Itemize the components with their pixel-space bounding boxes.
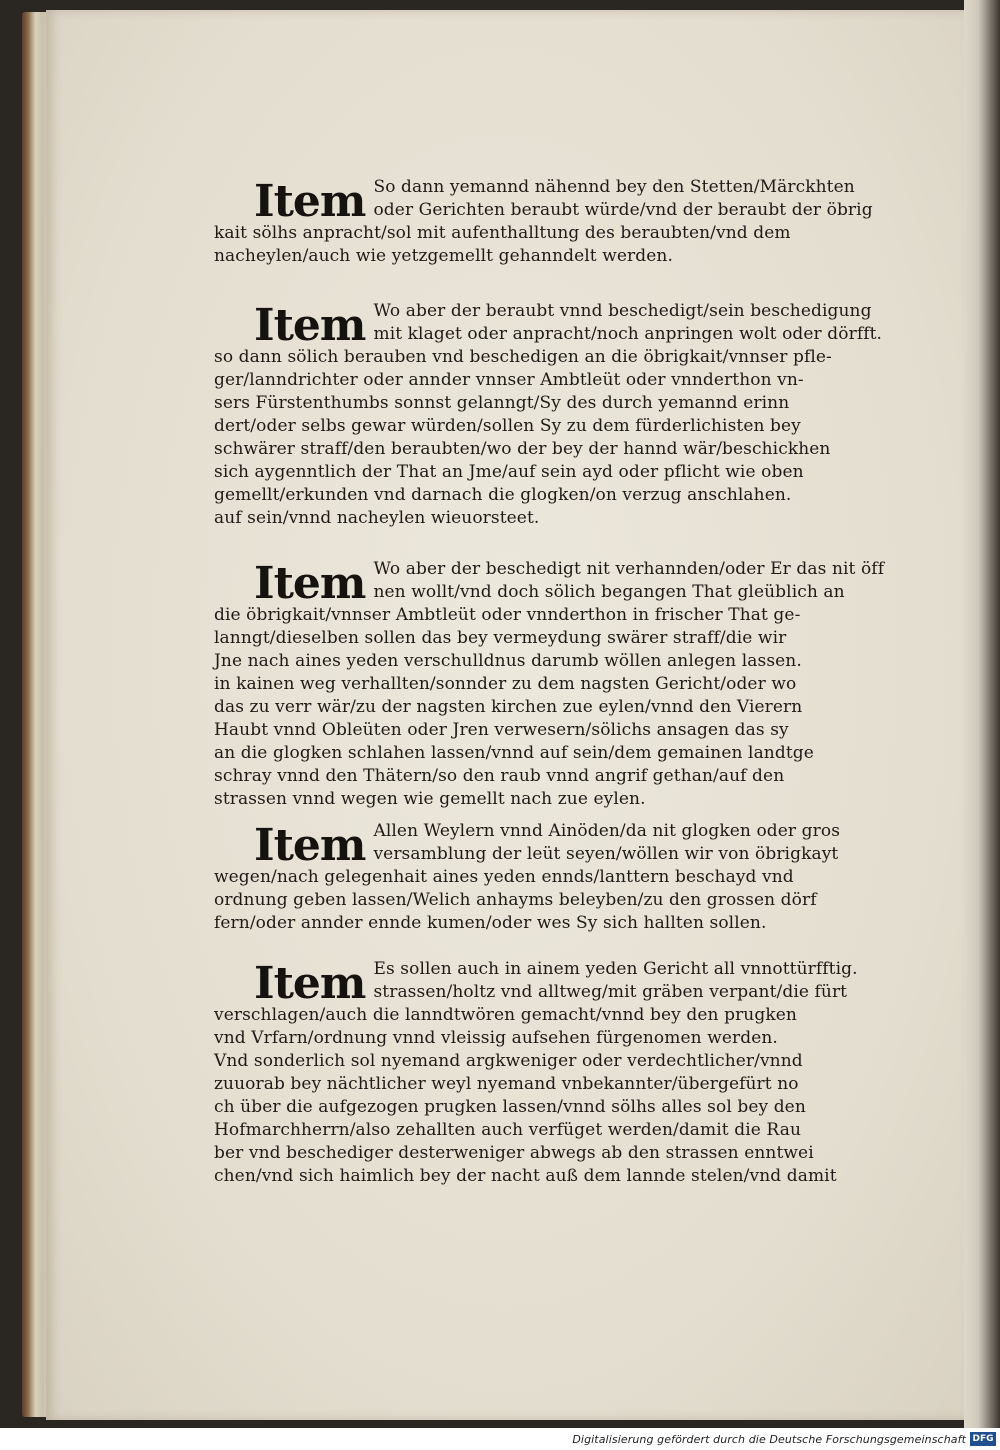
text-line: Es sollen auch in ainem yeden Gericht all vnnottürfftig. bbox=[373, 959, 858, 979]
text-line: ger/lanndrichter oder annder vnnser Ambtleüt oder vnnderthon vn- bbox=[214, 370, 804, 390]
item-initial: Item bbox=[254, 958, 366, 1009]
text-line: verschlagen/auch die lanndtwören gemacht/vnnd bey den prugken bbox=[214, 1005, 797, 1025]
text-line: so dann sölich berauben vnd beschedigen an die öbrigkait/vnnser pfle- bbox=[214, 347, 832, 367]
text-line: nen wollt/vnd doch sölich begangen That gleüblich an bbox=[373, 582, 845, 602]
text-line: Vnd sonderlich sol nyemand argkweniger oder verdechtlicher/vnnd bbox=[214, 1051, 803, 1071]
paragraph bbox=[214, 820, 864, 932]
text-line: nacheylen/auch wie yetzgemellt gehanndelt werden. bbox=[214, 246, 673, 266]
text-line: gemellt/erkunden vnd darnach die glogken/on verzug anschlahen. bbox=[214, 485, 792, 505]
text-line: kait sölhs anpracht/sol mit aufenthalltung des beraubten/vnd dem bbox=[214, 223, 791, 243]
item-initial: Item bbox=[254, 176, 366, 227]
text-line: schray vnnd den Thätern/so den raub vnnd angrif gethan/auf den bbox=[214, 766, 785, 786]
text-line: oder Gerichten beraubt würde/vnd der beraubt der öbrig bbox=[373, 200, 873, 220]
text-line: an die glogken schlahen lassen/vnnd auf sein/dem gemainen landtge bbox=[214, 743, 814, 763]
text-line: Haubt vnnd Obleüten oder Jren verwesern/sölichs ansagen das sy bbox=[214, 720, 789, 740]
text-line: sers Fürstenthumbs sonnst gelanngt/Sy des durch yemannd erinn bbox=[214, 393, 790, 413]
text-line: Jne nach aines yeden verschulldnus darumb wöllen anlegen lassen. bbox=[214, 651, 802, 671]
text-line: wegen/nach gelegenhait aines yeden ennds/lanttern beschayd vnd bbox=[214, 867, 794, 887]
text-line: in kainen weg verhallten/sonnder zu dem nagsten Gericht/oder wo bbox=[214, 674, 797, 694]
text-line: die öbrigkait/vnnser Ambtleüt oder vnnderthon in frischer That ge- bbox=[214, 605, 801, 625]
text-line: Hofmarchherrn/also zehallten auch verfüget werden/damit die Rau bbox=[214, 1120, 801, 1140]
text-line: vnd Vrfarn/ordnung vnnd vleissig aufsehen fürgenomen werden. bbox=[214, 1028, 778, 1048]
footer-bar bbox=[0, 1428, 1000, 1450]
text-line: Allen Weylern vnnd Ainöden/da nit glogken oder gros bbox=[373, 821, 841, 841]
text-line: mit klaget oder anpracht/noch anpringen wolt oder dörfft. bbox=[373, 324, 883, 344]
text-line: versamblung der leüt seyen/wöllen wir von öbrigkayt bbox=[373, 844, 839, 864]
text-block bbox=[214, 176, 885, 1214]
item-initial: Item bbox=[254, 558, 366, 609]
facing-page-edge bbox=[964, 0, 1000, 1428]
text-line: chen/vnd sich haimlich bey der nacht auß dem lannde stelen/vnd damit bbox=[214, 1166, 837, 1186]
paragraph bbox=[214, 300, 883, 532]
text-line: auf sein/vnnd nacheylen wieuorsteet. bbox=[214, 508, 540, 528]
text-line: ber vnd beschediger desterweniger abwegs ab den strassen enntwei bbox=[214, 1143, 814, 1163]
item-initial: Item bbox=[254, 300, 366, 351]
text-line: das zu verr wär/zu der nagsten kirchen zue eylen/vnnd den Vierern bbox=[214, 697, 803, 717]
paragraph bbox=[214, 958, 864, 1188]
text-line: Wo aber der beraubt vnnd beschedigt/sein beschedigung bbox=[373, 301, 872, 321]
text-line: fern/oder annder ennde kumen/oder wes Sy sich hallten sollen. bbox=[214, 913, 767, 933]
text-line: schwärer straff/den beraubten/wo der bey der hannd wär/beschickhen bbox=[214, 439, 831, 459]
text-line: So dann yemannd nähennd bey den Stetten/Märckhten bbox=[373, 177, 855, 197]
text-line: dert/oder selbs gewar würden/sollen Sy zu dem fürderlichisten bey bbox=[214, 416, 801, 436]
text-line: Wo aber der beschedigt nit verhannden/oder Er das nit öff bbox=[373, 559, 885, 579]
text-line: sich aygenntlich der That an Jme/auf sein ayd oder pflicht wie oben bbox=[214, 462, 804, 482]
text-line: strassen vnnd wegen wie gemellt nach zue eylen. bbox=[214, 789, 646, 809]
item-initial: Item bbox=[254, 820, 366, 871]
dfg-credit-text: Digitalisierung gefördert durch die Deutsche Forschungsgemeinschaft bbox=[572, 1433, 966, 1446]
text-line: ordnung geben lassen/Welich anhayms beleyben/zu den grossen dörf bbox=[214, 890, 817, 910]
text-line: strassen/holtz vnd alltweg/mit gräben verpant/die fürt bbox=[373, 982, 848, 1002]
text-line: zuuorab bey nächtlicher weyl nyemand vnbekannter/übergefürt no bbox=[214, 1074, 799, 1094]
paragraph bbox=[214, 558, 885, 809]
paragraph bbox=[214, 176, 873, 274]
text-line: lanngt/dieselben sollen das bey vermeydung swärer straff/die wir bbox=[214, 628, 787, 648]
text-line: ch über die aufgezogen prugken lassen/vnnd sölhs alles sol bey den bbox=[214, 1097, 806, 1117]
dfg-logo-icon: DFG bbox=[970, 1432, 996, 1446]
